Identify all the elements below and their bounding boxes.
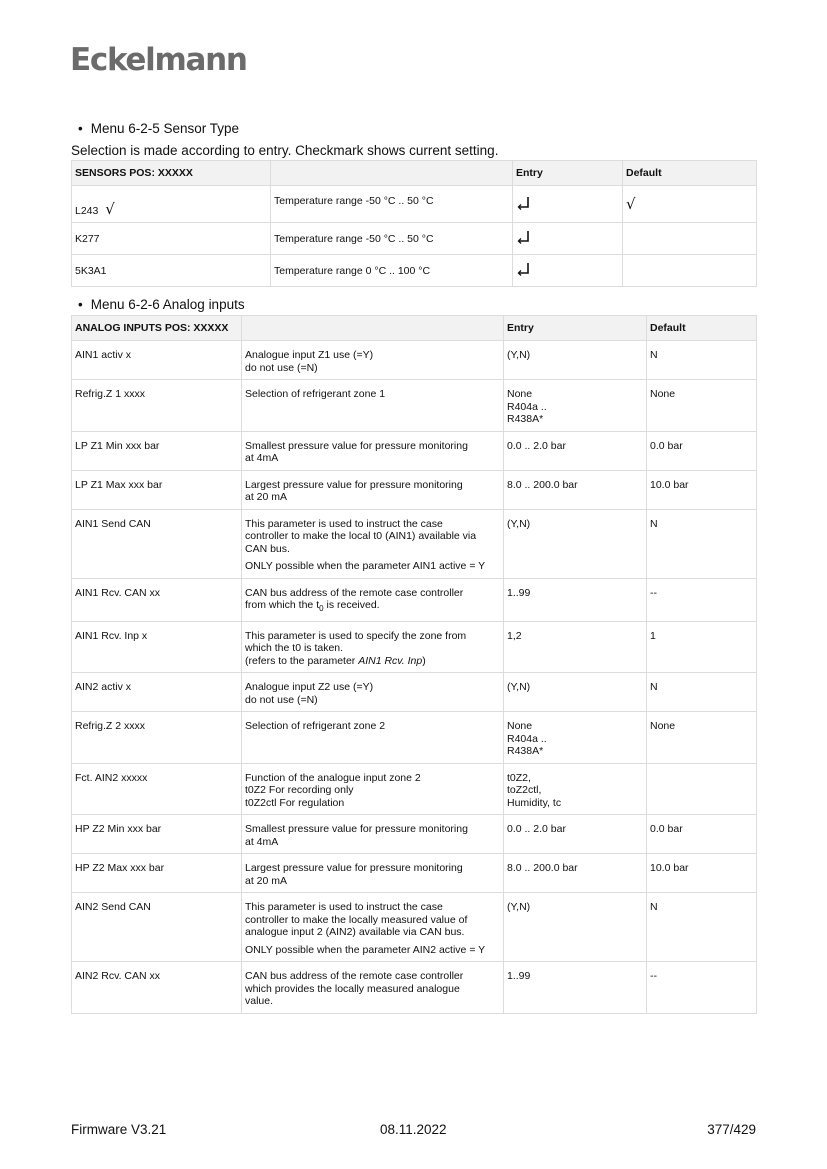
default-value: 1 [650,629,656,642]
bullet-dot: • [78,297,83,312]
param-default [647,815,757,854]
description-line: (refers to the parameter AIN1 Rcv. Inp) [245,654,426,667]
entry-line: R404a .. [507,400,547,413]
param-default [647,763,757,815]
param-name-text: AIN2 Send CAN [75,901,151,914]
param-name-text: AIN2 activ x [75,681,132,694]
analog-input-row [72,763,757,815]
analog-input-row [72,431,757,470]
description-line: do not use (=N) [245,693,318,706]
param-name-text: LP Z1 Min xxx bar [75,439,160,452]
param-entry [504,854,647,893]
entry-line: (Y,N) [507,681,531,694]
sensor-entry-cell[interactable] [513,223,623,255]
sensors-header-row [72,161,757,186]
description-line: Selection of refrigerant zone 2 [245,720,386,733]
analog-header-param: ANALOG INPUTS POS: XXXXX [72,316,242,341]
entry-line: 1,2 [507,629,522,642]
param-description [242,621,504,673]
description-line: controller to make the locally measured value of [245,913,468,926]
entry-line: 1..99 [507,586,531,599]
param-default [647,893,757,962]
default-value: 10.0 bar [650,862,689,875]
param-name [72,621,242,673]
entry-line: 8.0 .. 200.0 bar [507,478,578,491]
analog-input-row [72,509,757,578]
param-name [72,763,242,815]
analog-input-row [72,578,757,621]
param-default [647,470,757,509]
analog-input-row [72,673,757,712]
param-description [242,470,504,509]
param-name [72,712,242,764]
sensor-default [623,223,757,255]
param-name-text: AIN1 Send CAN [75,517,151,530]
default-value: -- [650,586,657,599]
enter-key-icon [516,262,530,276]
sensors-header-default: Default [623,161,757,186]
param-description [242,815,504,854]
param-name-text: LP Z1 Max xxx bar [75,478,163,491]
analog-input-row [72,962,757,1014]
sensors-table [71,160,757,287]
description-line: This parameter is used to instruct the case [245,901,443,914]
description-line: CAN bus address of the remote case controller [245,586,464,599]
description-line: at 4mA [245,452,279,464]
analog-input-row [72,893,757,962]
sensor-default [623,186,757,223]
section-sensor-type-heading [78,121,239,136]
param-name-text: Fct. AIN2 xxxxx [75,771,148,784]
default-value: None [650,388,676,400]
default-value: N [650,517,658,530]
param-default [647,341,757,380]
param-default [647,673,757,712]
param-description [242,341,504,380]
param-name [72,470,242,509]
description-line: value. [245,995,274,1008]
description-note: ONLY possible when the parameter AIN2 active = Y [245,943,486,956]
entry-line: 1..99 [507,970,531,983]
enter-key-icon [516,230,530,244]
param-default [647,854,757,893]
sensor-type-intro: Selection is made according to entry. Checkmark shows current setting. [71,143,499,158]
description-line: do not use (=N) [245,361,318,374]
description-line: CAN bus address of the remote case controller [245,970,464,983]
sensor-row [72,186,757,223]
sensors-header-entry: Entry [513,161,623,186]
param-name-text: HP Z2 Max xxx bar [75,862,165,875]
param-description [242,431,504,470]
sensor-desc: Temperature range 0 °C .. 100 °C [271,255,513,287]
default-checkmark: √ [626,195,636,213]
param-name-text: Refrig.Z 2 xxxx [75,720,146,733]
param-name [72,673,242,712]
analog-input-row [72,621,757,673]
param-description [242,712,504,764]
param-entry [504,815,647,854]
param-entry [504,341,647,380]
default-value: N [650,901,658,914]
sensor-default [623,255,757,287]
param-name [72,815,242,854]
description-line: Smallest pressure value for pressure monitoring [245,439,468,452]
analog-header-row [72,316,757,341]
param-default [647,578,757,621]
analog-header-default: Default [647,316,757,341]
default-value: 0.0 bar [650,439,683,452]
description-line: Function of the analogue input zone 2 [245,771,421,784]
entry-line: Humidity, tc [507,796,562,809]
sensor-desc: Temperature range -50 °C .. 50 °C [271,186,513,223]
default-value: None [650,720,676,733]
description-line: at 20 mA [245,491,288,503]
description-line: Analogue input Z1 use (=Y) [245,349,374,361]
entry-line: 0.0 .. 2.0 bar [507,439,566,452]
param-name [72,380,242,432]
description-line: t0Z2 For recording only [245,784,354,797]
description-line: at 20 mA [245,874,288,887]
analog-input-row [72,712,757,764]
entry-line: toZ2ctl, [507,784,542,797]
param-default [647,431,757,470]
param-name-text: AIN1 Rcv. Inp x [75,629,148,642]
description-line: Analogue input Z2 use (=Y) [245,681,374,694]
current-setting-checkmark: √ [105,200,115,218]
param-description [242,962,504,1014]
sensor-desc: Temperature range -50 °C .. 50 °C [271,223,513,255]
description-line: This parameter is used to specify the zone from [245,629,467,642]
param-entry [504,673,647,712]
sensor-name: K277 [72,223,271,255]
analog-header-entry: Entry [504,316,647,341]
entry-line: 8.0 .. 200.0 bar [507,862,578,875]
param-name [72,854,242,893]
analog-input-row [72,854,757,893]
param-description [242,763,504,815]
param-name [72,341,242,380]
description-line: analogue input 2 (AIN2) available via CAN bus. [245,926,465,939]
analog-input-row [72,380,757,432]
footer-page-number: 377/429 [707,1122,756,1137]
description-line: Selection of refrigerant zone 1 [245,388,386,400]
footer-date: 08.11.2022 [380,1122,447,1137]
param-entry [504,431,647,470]
description-line: Largest pressure value for pressure monitoring [245,862,463,875]
param-entry [504,962,647,1014]
param-entry [504,893,647,962]
param-description [242,509,504,578]
description-note: ONLY possible when the parameter AIN1 active = Y [245,560,486,572]
entry-line: None [507,720,533,733]
entry-line: None [507,388,533,400]
entry-line: R404a .. [507,732,547,745]
param-entry [504,509,647,578]
param-default [647,509,757,578]
description-line: at 4mA [245,835,279,848]
default-value: N [650,681,658,694]
analog-inputs-table [71,315,757,1014]
param-description [242,673,504,712]
description-line: Largest pressure value for pressure monitoring [245,478,463,491]
sensor-row [72,223,757,255]
section-analog-inputs-title: Menu 6-2-6 Analog inputs [90,297,245,312]
description-line: t0Z2ctl For regulation [245,796,345,809]
param-name-text: AIN2 Rcv. CAN xx [75,970,160,983]
entry-line: t0Z2, [507,771,531,784]
sensor-entry-cell[interactable] [513,186,623,223]
param-description [242,380,504,432]
description-line: Smallest pressure value for pressure monitoring [245,823,468,836]
param-name [72,578,242,621]
footer-firmware: Firmware V3.21 [71,1122,167,1137]
description-line: CAN bus. [245,542,290,555]
default-value: -- [650,970,657,983]
description-line: which provides the locally measured analogue [245,982,460,995]
param-default [647,962,757,1014]
param-default [647,380,757,432]
entry-line: R438A* [507,745,544,758]
default-value: 10.0 bar [650,478,689,491]
entry-line: (Y,N) [507,349,531,361]
param-name [72,962,242,1014]
eckelmann-logo: Eckelmann [70,42,247,78]
default-value: 0.0 bar [650,823,683,836]
param-description [242,578,504,621]
entry-line: 0.0 .. 2.0 bar [507,823,566,836]
sensors-header-name: SENSORS POS: XXXXX [72,161,271,186]
entry-line: (Y,N) [507,517,531,530]
param-entry [504,470,647,509]
description-line: which the t0 is taken. [245,642,344,655]
param-name-text: HP Z2 Min xxx bar [75,823,162,836]
entry-line: (Y,N) [507,901,531,914]
param-description [242,893,504,962]
param-default [647,621,757,673]
param-entry [504,380,647,432]
sensor-row [72,255,757,287]
sensor-name: L243 [75,205,99,217]
param-default [647,712,757,764]
param-entry [504,763,647,815]
analog-header-desc [242,316,504,341]
sensors-header-desc [271,161,513,186]
analog-input-row [72,470,757,509]
param-entry [504,712,647,764]
param-name-text: AIN1 activ x [75,349,132,361]
enter-key-icon [516,196,530,210]
param-name-text: AIN1 Rcv. CAN xx [75,586,160,599]
analog-input-row [72,815,757,854]
param-name [72,509,242,578]
description-line: This parameter is used to instruct the case [245,517,443,530]
param-entry [504,578,647,621]
description-line: controller to make the local t0 (AIN1) available via [245,530,477,542]
analog-input-row [72,341,757,380]
sensor-name: 5K3A1 [72,255,271,287]
entry-line: R438A* [507,413,544,425]
description-line: from which the $t_0$ is received. [245,599,380,614]
param-description [242,854,504,893]
param-name [72,893,242,962]
section-sensor-type-title: Menu 6-2-5 Sensor Type [90,121,240,136]
param-name-text: Refrig.Z 1 xxxx [75,388,146,400]
param-entry [504,621,647,673]
bullet-dot: • [78,121,83,136]
param-name [72,431,242,470]
default-value: N [650,349,658,361]
section-analog-inputs-heading [78,297,245,312]
sensor-entry-cell[interactable] [513,255,623,287]
